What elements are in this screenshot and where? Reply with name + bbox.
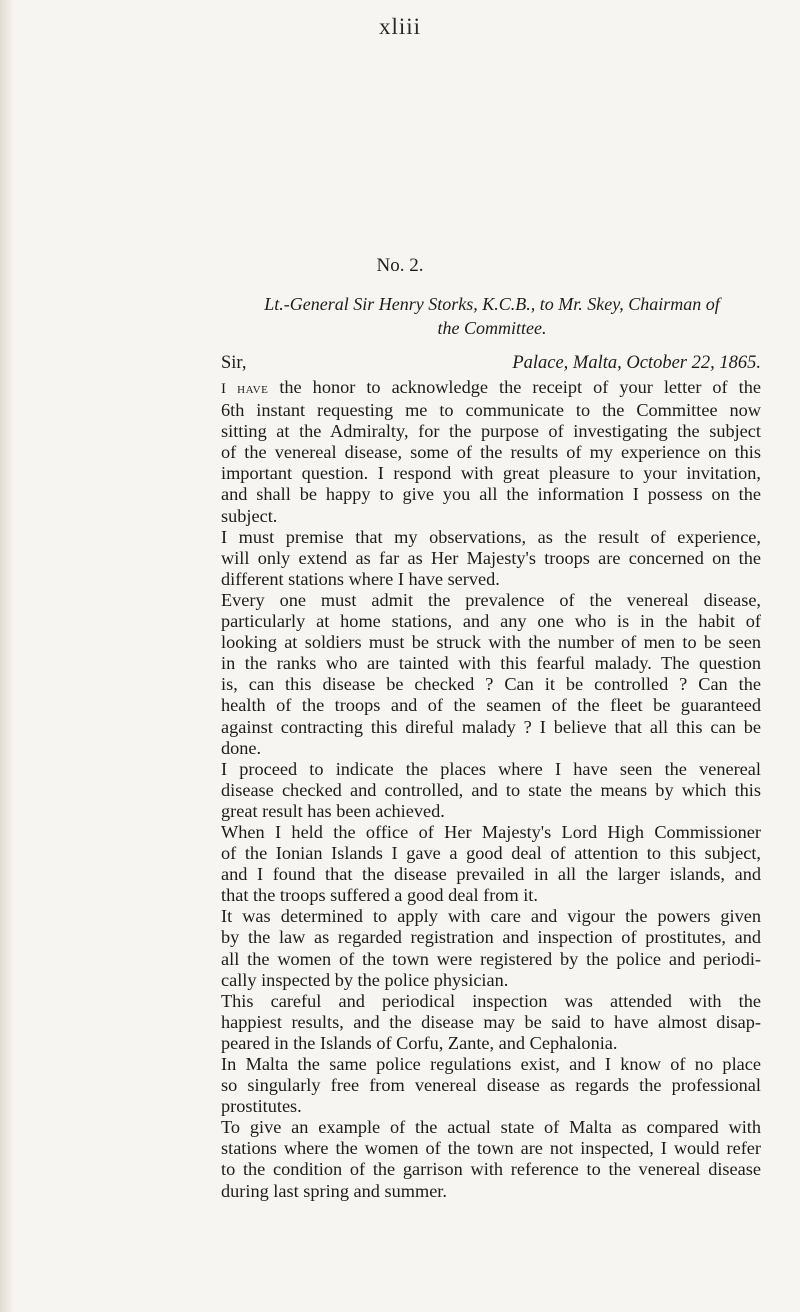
paragraph-3 bbox=[221, 590, 761, 759]
paragraph-line: done. bbox=[221, 737, 262, 758]
paragraph-line: prostitutes. bbox=[221, 1096, 302, 1117]
paragraph-line: peared in the Islands of Corfu, Zante, and Cephalonia. bbox=[221, 1032, 618, 1053]
paragraph-line: subject. bbox=[221, 505, 278, 526]
paragraph-line: that the troops suffered a good deal from it. bbox=[221, 885, 538, 906]
paragraph-line: and I found that the disease prevailed in all the larger islands, and bbox=[221, 864, 761, 885]
paragraph-8 bbox=[221, 1054, 761, 1117]
paragraph-line: is, can this disease be checked ? Can it be controlled ? Can the bbox=[221, 674, 761, 695]
paragraph-line: happiest results, and the disease may be said to have almost disap- bbox=[221, 1011, 761, 1032]
paragraph-1 bbox=[221, 377, 761, 527]
salutation-row bbox=[221, 353, 761, 377]
paragraph-7 bbox=[221, 991, 761, 1054]
paragraph-line: all the women of the town were registered by the police and periodi- bbox=[221, 948, 761, 969]
place-date: Palace, Malta, October 22, 1865. bbox=[512, 353, 761, 373]
paragraph-line: of the Ionian Islands I gave a good deal of attention to this subject, bbox=[221, 843, 761, 864]
paragraph-line: by the law as regarded registration and inspection of prostitutes, and bbox=[221, 927, 761, 948]
letter-title-line-1: Lt.-General Sir Henry Storks, K.C.B., to Mr. Skey, Chairman of bbox=[264, 294, 720, 314]
paragraph-line: sitting at the Admiralty, for the purpose of investigating the subject bbox=[221, 421, 761, 442]
paragraph-line: It was determined to apply with care and vigour the powers given bbox=[221, 906, 761, 927]
paragraph-line: different stations where I have served. bbox=[221, 568, 500, 589]
paragraph-line: so singularly free from venereal disease as regards the professional bbox=[221, 1075, 761, 1096]
paragraph-2 bbox=[221, 527, 761, 590]
paragraph-line: important question. I respond with great pleasure to your invitation, bbox=[221, 463, 761, 484]
paragraph-line: disease checked and controlled, and to state the means by which this bbox=[221, 779, 761, 800]
paragraph-9 bbox=[221, 1117, 761, 1201]
paragraph-line: great result has been achieved. bbox=[221, 800, 445, 821]
paragraph-line: To give an example of the actual state of Malta as compared with bbox=[221, 1117, 761, 1138]
paragraph-line: particularly at home stations, and any one who is in the habit of bbox=[221, 611, 761, 632]
paragraph-line: of the venereal disease, some of the results of my experience on this bbox=[221, 442, 761, 463]
paragraph-line: against contracting this direful malady ? I believe that all this can be bbox=[221, 716, 761, 737]
paragraph-line: and shall be happy to give you all the information I possess on the bbox=[221, 484, 761, 505]
salutation: Sir, bbox=[221, 353, 247, 373]
paragraph-line: will only extend as far as Her Majesty's troops are concerned on the bbox=[221, 547, 761, 568]
paragraph-line: health of the troops and of the seamen of the fleet be guaranteed bbox=[221, 695, 761, 716]
paragraph-line: stations where the women of the town are not inspected, I would refer bbox=[221, 1138, 761, 1159]
paragraph-6 bbox=[221, 906, 761, 990]
paragraph-line: I have the honor to acknowledge the receipt of your letter of the bbox=[221, 377, 761, 397]
paragraph-line: Every one must admit the prevalence of the venereal disease, bbox=[221, 589, 761, 610]
paragraph-line: during last spring and summer. bbox=[221, 1180, 447, 1201]
paragraph-4 bbox=[221, 759, 761, 822]
paragraph-line: in the ranks who are tainted with this fearful malady. The question bbox=[221, 653, 761, 674]
letter-body bbox=[221, 377, 761, 1202]
paragraph-line: to the condition of the garrison with reference to the venereal disease bbox=[221, 1159, 761, 1180]
letter-title bbox=[232, 292, 752, 340]
letter-number: No. 2. bbox=[376, 255, 424, 276]
paragraph-line: I proceed to indicate the places where I have seen the venereal bbox=[221, 758, 761, 779]
paragraph-line: In Malta the same police regulations exist, and I know of no place bbox=[221, 1054, 761, 1074]
paragraph-line: cally inspected by the police physician. bbox=[221, 969, 509, 990]
letter-title-line-2: the Committee. bbox=[437, 318, 547, 338]
paragraph-line: 6th instant requesting me to communicate to the Committee now bbox=[221, 400, 761, 421]
paragraph-line: This careful and periodical inspection was attended with the bbox=[221, 990, 761, 1011]
paragraph-line: looking at soldiers must be struck with the number of men to be seen bbox=[221, 632, 761, 653]
opening-words: I have bbox=[221, 381, 269, 397]
paragraph-line: I must premise that my observations, as the result of experience, bbox=[221, 526, 761, 547]
page-edge-shadow bbox=[0, 0, 14, 1312]
page-number: xliii bbox=[378, 14, 422, 39]
paragraph-5 bbox=[221, 822, 761, 906]
paragraph-line: When I held the office of Her Majesty's Lord High Commissioner bbox=[221, 821, 761, 842]
